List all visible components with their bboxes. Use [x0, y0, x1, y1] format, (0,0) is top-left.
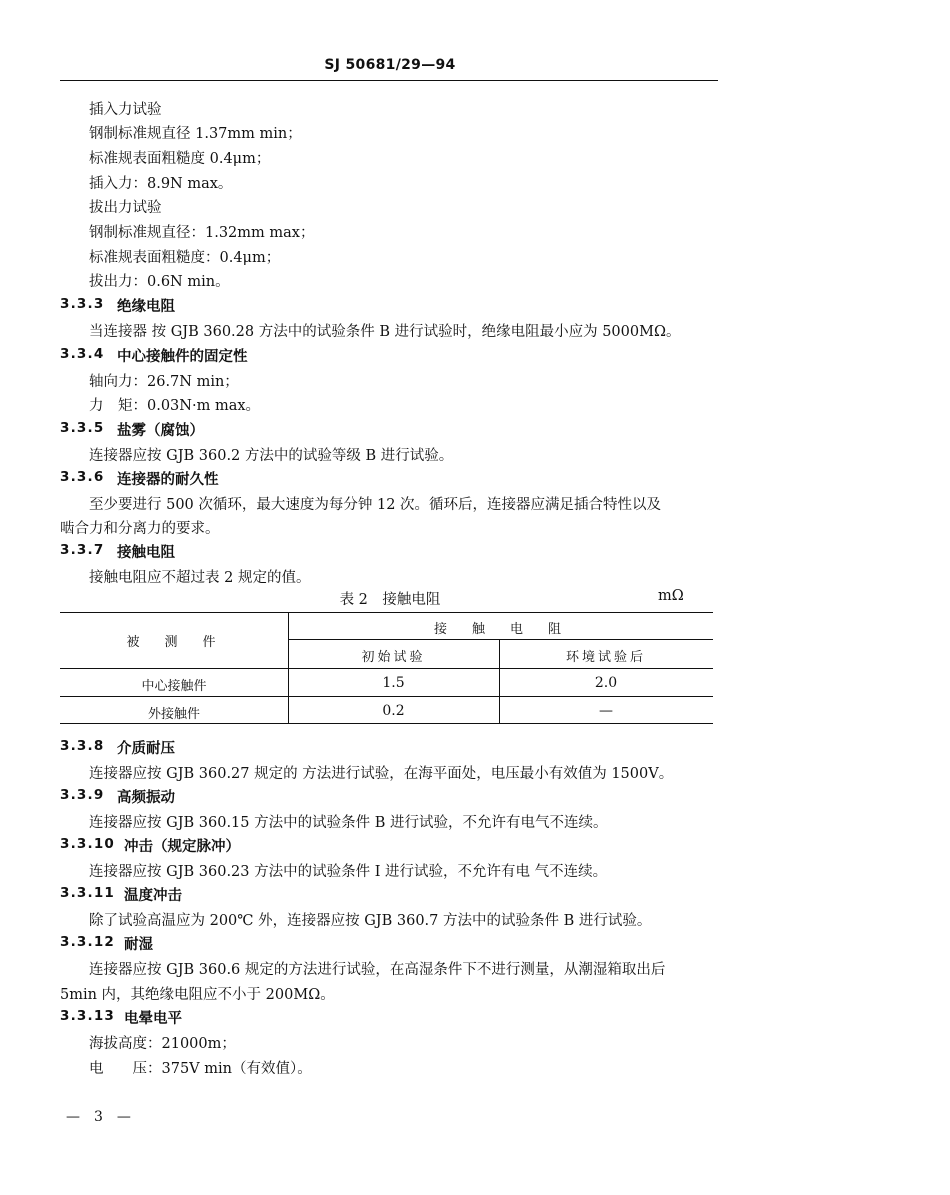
torque: 力 矩：0.03N·m max。 [89, 398, 261, 414]
section-body-3-3-3: 当连接器 按 GJB 360.28 方法中的试验条件 B 进行试验时，绝缘电阻最小应为 5000MΩ。 [89, 324, 681, 340]
extraction-force: 拔出力：0.6N min。 [89, 274, 230, 290]
extraction-title: 拔出力试验 [89, 200, 162, 216]
axial-force: 轴向力：26.7N min； [89, 374, 239, 390]
section-title-corona-level: 电晕电平 [124, 1010, 182, 1027]
section-title-thermal-shock: 温度冲击 [124, 887, 182, 904]
row-center-contact-item: 中心接触件 [141, 679, 207, 694]
document-code: SJ 50681/29—94 [324, 57, 456, 73]
section-title-humidity: 耐湿 [124, 936, 153, 953]
section-body-3-3-12-line2: 5min 内，其绝缘电阻应不小于 200MΩ。 [60, 987, 335, 1003]
section-body-3-3-12-line1: 连接器应按 GJB 360.6 规定的方法进行试验，在高湿条件下不进行测量，从潮湿箱取出后 [89, 962, 666, 978]
section-title-insulation-resistance: 绝缘电阻 [117, 298, 175, 315]
page-number: — 3 — [66, 1109, 131, 1125]
insertion-title: 插入力试验 [89, 102, 162, 118]
insertion-gauge-roughness: 标准规表面粗糙度 0.4μm； [89, 151, 271, 167]
header-item: 被 测 件 [126, 635, 222, 650]
table-caption: 表 2 接触电阻 [339, 592, 441, 608]
row-outer-contact-item: 外接触件 [147, 707, 200, 722]
section-number-3-3-11: 3.3.11 [60, 885, 116, 901]
section-body-3-3-8: 连接器应按 GJB 360.27 规定的 方法进行试验，在海平面处，电压最小有效值为 1500V。 [89, 766, 674, 782]
section-body-3-3-5: 连接器应按 GJB 360.2 方法中的试验等级 B 进行试验。 [89, 448, 454, 464]
section-number-3-3-13: 3.3.13 [60, 1008, 116, 1024]
section-number-3-3-4: 3.3.4 [60, 346, 105, 362]
section-number-3-3-5: 3.3.5 [60, 420, 105, 436]
header-after-environmental-test: 环境试验后 [565, 650, 646, 665]
table-bottom-rule [60, 723, 713, 724]
header-initial-test: 初始试验 [361, 650, 426, 665]
extraction-gauge-roughness: 标准规表面粗糙度：0.4μm； [89, 250, 281, 266]
section-number-3-3-9: 3.3.9 [60, 787, 105, 803]
row-center-contact-after: 2.0 [594, 675, 618, 691]
section-number-3-3-7: 3.3.7 [60, 542, 105, 558]
section-body-3-3-9: 连接器应按 GJB 360.15 方法中的试验条件 B 进行试验，不允许有电气不连续。 [89, 815, 608, 831]
section-title-shock: 冲击（规定脉冲） [124, 838, 240, 855]
row-outer-contact-initial: 0.2 [382, 703, 405, 719]
section-title-contact-retention: 中心接触件的固定性 [117, 348, 248, 365]
voltage: 电 压：375V min（有效值）。 [89, 1061, 312, 1077]
insertion-force: 插入力：8.9N max。 [89, 176, 233, 192]
section-body-3-3-11: 除了试验高温应为 200℃ 外，连接器应按 GJB 360.7 方法中的试验条件 B 进行试验。 [89, 913, 652, 929]
table-unit: mΩ [658, 588, 684, 604]
insertion-gauge-diameter: 钢制标准规直径 1.37mm min； [89, 126, 302, 142]
section-title-contact-resistance: 接触电阻 [117, 544, 175, 561]
section-title-high-frequency-vibration: 高频振动 [117, 789, 175, 806]
row-center-contact-initial: 1.5 [382, 675, 405, 691]
extraction-gauge-diameter: 钢制标准规直径：1.32mm max； [89, 225, 315, 241]
header-contact-resistance: 接 触 电 阻 [433, 622, 567, 637]
row-outer-contact-after: — [599, 703, 613, 719]
section-title-dielectric-withstanding: 介质耐压 [117, 740, 175, 757]
section-number-3-3-12: 3.3.12 [60, 934, 116, 950]
section-number-3-3-8: 3.3.8 [60, 738, 105, 754]
header-rule [60, 80, 718, 81]
section-body-3-3-6-line2: 啮合力和分离力的要求。 [60, 521, 220, 537]
table-header-rule [60, 668, 713, 669]
table-top-rule [60, 612, 713, 613]
section-title-salt-spray: 盐雾（腐蚀） [117, 422, 204, 439]
section-body-3-3-6-line1: 至少要进行 500 次循环，最大速度为每分钟 12 次。循环后，连接器应满足插合特性以及 [89, 497, 662, 513]
table-row-rule [60, 696, 713, 697]
section-number-3-3-3: 3.3.3 [60, 296, 105, 312]
altitude: 海拔高度：21000m； [89, 1036, 236, 1052]
section-body-3-3-10: 连接器应按 GJB 360.23 方法中的试验条件 I 进行试验，不允许有电 气不连续。 [89, 864, 608, 880]
section-title-durability: 连接器的耐久性 [117, 471, 219, 488]
section-number-3-3-10: 3.3.10 [60, 836, 116, 852]
table-group-rule [288, 639, 713, 640]
section-number-3-3-6: 3.3.6 [60, 469, 105, 485]
section-body-3-3-7: 接触电阻应不超过表 2 规定的值。 [89, 570, 311, 586]
